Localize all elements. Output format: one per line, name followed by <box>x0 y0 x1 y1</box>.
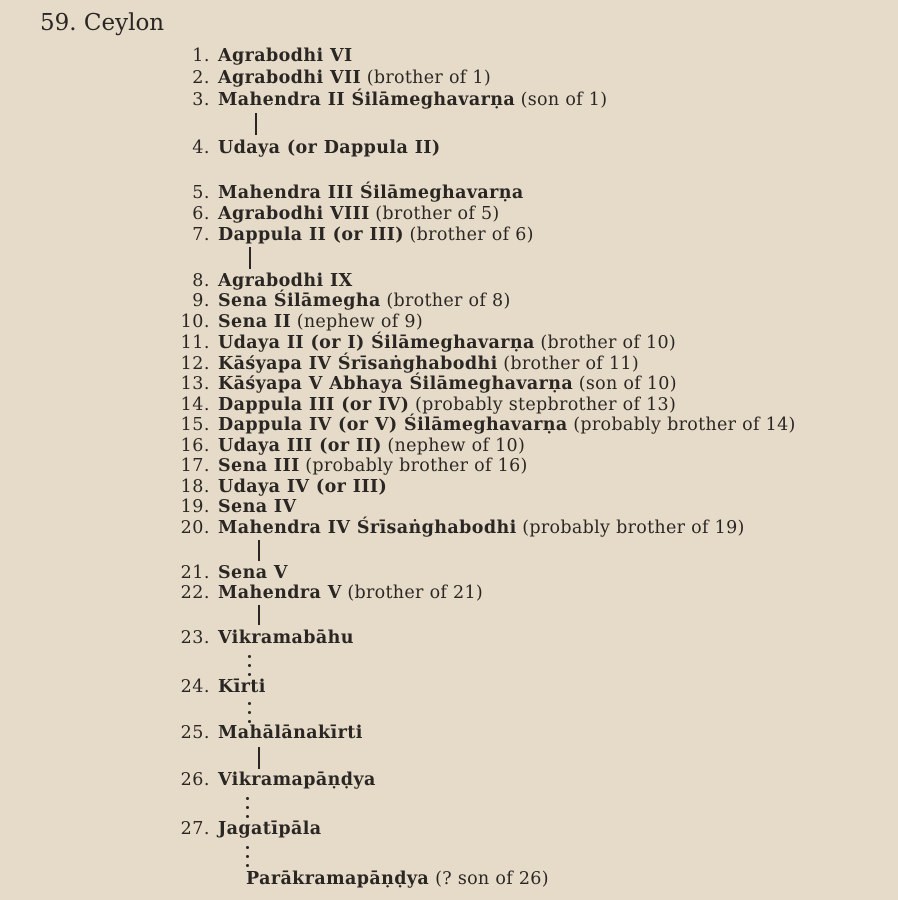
ruler-relation: (brother of 6) <box>409 225 534 245</box>
ruler-number: 2. <box>192 68 210 88</box>
ruler-number: 8. <box>192 271 210 291</box>
ruler-number: 10. <box>180 312 210 332</box>
ruler-name: Dappula III (or IV) <box>218 395 410 415</box>
ruler-relation: (probably brother of 16) <box>305 456 528 476</box>
ruler-relation: (probably brother of 14) <box>573 415 796 435</box>
ruler-number: 22. <box>180 583 210 603</box>
succession-line <box>258 605 260 625</box>
ruler-number: 12. <box>180 354 210 374</box>
ruler-entry <box>150 203 890 225</box>
ruler-number: 17. <box>180 456 210 476</box>
ruler-number: 3. <box>192 90 210 110</box>
succession-dot <box>246 846 249 849</box>
ruler-entry <box>150 353 890 375</box>
ruler-number: 19. <box>180 497 210 517</box>
ruler-number: 9. <box>192 291 210 311</box>
succession-dot <box>246 864 249 867</box>
ruler-name: Kīrti <box>218 677 266 697</box>
ruler-number: 1. <box>192 46 210 66</box>
ruler-name: Agrabodhi IX <box>218 271 353 291</box>
final-ruler-entry <box>246 868 549 890</box>
ruler-entry <box>150 562 890 584</box>
ruler-number: 27. <box>180 819 210 839</box>
ruler-name: Sena IV <box>218 497 297 517</box>
ruler-entry <box>150 45 890 67</box>
ruler-relation: (son of 10) <box>578 374 677 394</box>
ruler-relation: (? son of 26) <box>435 869 549 889</box>
ruler-name: Kāśyapa V Abhaya Śilāmeghavarṇa <box>218 374 574 394</box>
ruler-relation: (brother of 11) <box>503 354 639 374</box>
ruler-number: 21. <box>180 563 210 583</box>
succession-line <box>258 540 260 561</box>
ruler-number: 25. <box>180 723 210 743</box>
section-number: 59. <box>40 10 77 36</box>
succession-dot <box>246 806 249 809</box>
ruler-number: 15. <box>180 415 210 435</box>
ruler-number: 11. <box>180 333 210 353</box>
succession-line <box>249 247 251 269</box>
ruler-entry <box>150 769 890 791</box>
ruler-entry <box>150 517 890 539</box>
ruler-entry <box>150 290 890 312</box>
ruler-relation: (brother of 8) <box>386 291 511 311</box>
ruler-entry <box>150 67 890 89</box>
succession-line <box>255 113 257 135</box>
ruler-entry <box>150 394 890 416</box>
succession-dot <box>248 702 251 705</box>
succession-dot <box>248 664 251 667</box>
ruler-entry <box>150 476 890 498</box>
ruler-number: 20. <box>180 518 210 538</box>
ruler-entry <box>150 414 890 436</box>
succession-line <box>258 747 260 769</box>
ruler-name: Udaya II (or I) Śilāmeghavarṇa <box>218 333 535 353</box>
ruler-relation: (brother of 5) <box>375 204 500 224</box>
ruler-name: Dappula II (or III) <box>218 225 404 245</box>
ruler-name: Mahālānakīrti <box>218 723 363 743</box>
ruler-number: 18. <box>180 477 210 497</box>
succession-dot <box>246 797 249 800</box>
ruler-name: Vikramabāhu <box>218 628 354 648</box>
succession-dot <box>248 655 251 658</box>
ruler-number: 26. <box>180 770 210 790</box>
ruler-name: Agrabodhi VIII <box>218 204 370 224</box>
ruler-relation: (probably brother of 19) <box>522 518 745 538</box>
ruler-entry <box>150 818 890 840</box>
ruler-name: Mahendra IV Śrīsaṅghabodhi <box>218 518 517 538</box>
ruler-name: Mahendra II Śilāmeghavarṇa <box>218 90 516 110</box>
ruler-number: 6. <box>192 204 210 224</box>
succession-dot <box>248 711 251 714</box>
ruler-number: 16. <box>180 436 210 456</box>
ruler-relation: (brother of 1) <box>366 68 491 88</box>
ruler-number: 14. <box>180 395 210 415</box>
ruler-number: 7. <box>192 225 210 245</box>
ruler-number: 23. <box>180 628 210 648</box>
ruler-name: Sena III <box>218 456 300 476</box>
ruler-relation: (son of 1) <box>520 90 608 110</box>
ruler-name: Kāśyapa IV Śrīsaṅghabodhi <box>218 354 498 374</box>
ruler-entry <box>150 270 890 292</box>
ruler-name: Dappula IV (or V) Śilāmeghavarṇa <box>218 415 568 435</box>
ruler-relation: (probably stepbrother of 13) <box>414 395 677 415</box>
ruler-entry <box>150 89 890 111</box>
ruler-name: Parākramapāṇḍya <box>246 869 430 889</box>
ruler-name: Sena V <box>218 563 288 583</box>
ruler-entry <box>150 722 890 744</box>
ruler-relation: (nephew of 9) <box>296 312 423 332</box>
ruler-name: Sena Śilāmegha <box>218 291 381 311</box>
section-heading <box>40 10 164 36</box>
ruler-name: Udaya IV (or III) <box>218 477 388 497</box>
ruler-entry <box>150 137 890 159</box>
ruler-number: 5. <box>192 183 210 203</box>
ruler-entry <box>150 627 890 649</box>
ruler-entry <box>150 455 890 477</box>
ruler-name: Jagatīpāla <box>218 819 322 839</box>
ruler-relation: (nephew of 10) <box>387 436 526 456</box>
section-title: Ceylon <box>83 10 165 36</box>
ruler-entry <box>150 182 890 204</box>
ruler-entry <box>150 332 890 354</box>
ruler-name: Mahendra III Śilāmeghavarṇa <box>218 183 524 203</box>
succession-dot <box>246 855 249 858</box>
ruler-entry <box>150 373 890 395</box>
ruler-name: Mahendra V <box>218 583 342 603</box>
ruler-entry <box>150 496 890 518</box>
ruler-relation: (brother of 21) <box>347 583 484 603</box>
ruler-number: 24. <box>180 677 210 697</box>
ruler-entry <box>150 435 890 457</box>
ruler-name: Vikramapāṇḍya <box>218 770 376 790</box>
ruler-relation: (brother of 10) <box>540 333 677 353</box>
ruler-entry <box>150 224 890 246</box>
ruler-entry <box>150 676 890 698</box>
ruler-name: Agrabodhi VII <box>218 68 362 88</box>
ruler-number: 4. <box>192 138 210 158</box>
ruler-entry <box>150 582 890 604</box>
ruler-number: 13. <box>180 374 210 394</box>
ruler-name: Udaya (or Dappula II) <box>218 138 441 158</box>
ruler-name: Sena II <box>218 312 292 332</box>
ruler-name: Agrabodhi VI <box>218 46 353 66</box>
ruler-name: Udaya III (or II) <box>218 436 382 456</box>
ruler-entry <box>150 311 890 333</box>
